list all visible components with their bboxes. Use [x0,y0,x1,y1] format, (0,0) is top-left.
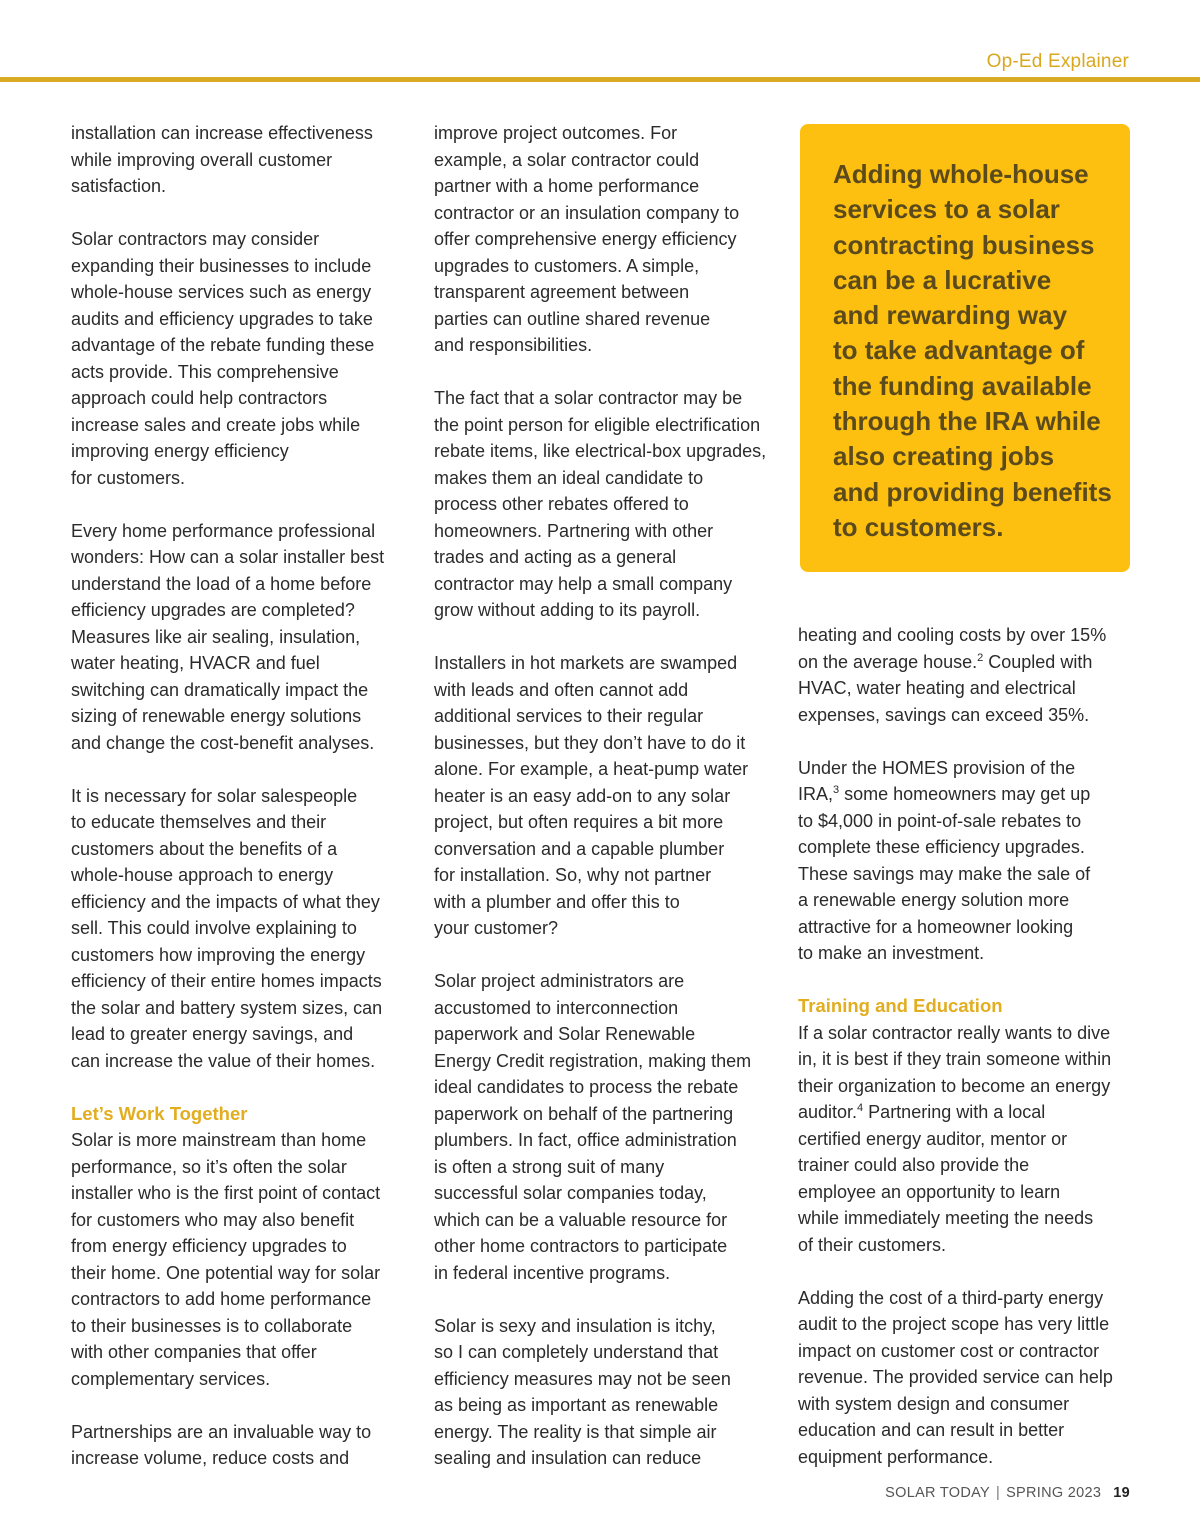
section-label: Op-Ed Explainer [986,51,1129,72]
paragraph [798,622,1143,728]
paragraph: It is necessary for solar salespeople to educate themselves and their customers about the benefits of a whole-house approach to energy efficiency and the impacts of what they sell. This could involve explaining to customers how improving the energy efficiency of their entire homes impacts the solar and battery system sizes, can lead to greater energy savings, and can increase the value of their homes. [71,785,383,1071]
text-run: some homeowners may get up to $4,000 in point-of-sale rebates to complete these efficiency upgrades. These savings may make the sale of a renewable energy solution more attractive for a homeowner looking to make an investment. [798,784,1091,963]
paragraph: Solar is more mainstream than home performance, so it’s often the solar installer who is the first point of contact for customers who may also benefit from energy efficiency upgrades to their home. One potential way for solar contractors to add home performance to their businesses is to collaborate with other companies that offer complementary services. [71,1130,381,1389]
issue-date: SPRING 2023 [1006,1485,1102,1501]
paragraph [798,1020,1143,1259]
publication-name: SOLAR TODAY [885,1485,990,1501]
page-number: 19 [1113,1485,1130,1501]
text-run: Partnering with a local certified energy auditor, mentor or trainer could also provide the employee an opportunity to learn while immediately meeting the needs of their customers. [798,1102,1094,1255]
paragraph: Solar contractors may consider expanding their businesses to include whole-house services such as energy audits and efficiency upgrades to take advantage of the rebate funding these acts provide. This comprehensive approach could help contractors increase sales and create jobs while improving energy efficiency for customers. [71,229,375,488]
paragraph: improve project outcomes. For example, a solar contractor could partner with a home performance contractor or an insulation company to offer comprehensive energy efficiency upgrades to customers. A simple, transparent agreement between parties can outline shared revenue and responsibilities. [434,123,740,355]
text-run: Under the HOMES provision of the IRA, [798,757,1076,804]
footnote-ref: 4 [857,1102,864,1114]
header-rule [0,77,1200,82]
text-run: Coupled with HVAC, water heating and electrical expenses, savings can exceed 35%. [798,651,1093,725]
pull-quote-text: Adding whole-house services to a solar contracting business can be a lucrative and rewarding way to take advantage of the funding available through the IRA while also creating jobs and providing benefits to customers. [833,159,1112,542]
page-footer [885,1485,1130,1501]
paragraph: Installers in hot markets are swamped with leads and often cannot add additional services to their regular businesses, but they don’t have to do it alone. For example, a heat-pump water heater is an easy add-on to any solar project, but often requires a bit more conversation and a capable plumber for installation. So, why not partner with a plumber and offer this to your customer? [434,653,749,938]
paragraph [798,755,1143,967]
paragraph: The fact that a solar contractor may be the point person for eligible electrification rebate items, like electrical-box upgrades, makes them an ideal candidate to process other rebates offered to homeowners. Partnering with other trades and acting as a general contractor may help a small company grow without adding to its payroll. [434,388,767,620]
pull-quote-callout [800,124,1130,572]
section-heading: Let’s Work Together [71,1102,248,1124]
footnote-ref: 2 [977,651,984,664]
column-3 [798,622,1143,1470]
column-1 [71,120,416,1472]
paragraph: Solar is sexy and insulation is itchy, so I can completely understand that efficiency measures may not be seen as being as important as renewable energy. The reality is that simple air sealing and insulation can reduce [434,1315,731,1468]
paragraph: Partnerships are an invaluable way to increase volume, reduce costs and [71,1421,372,1468]
column-2 [434,120,779,1472]
section-heading: Training and Education [798,995,1003,1016]
text-run: heating and cooling costs by over 15% on the average house. [798,625,1107,672]
text-run: If a solar contractor really wants to dive in, it is best if they train someone within their organization to become an energy auditor. [798,1022,1112,1122]
paragraph: Adding the cost of a third-party energy audit to the project scope has very little impact on customer cost or contractor revenue. The provided service can help with system design and consumer education and can result in better equipment performance. [798,1287,1113,1467]
paragraph: installation can increase effectiveness while improving overall customer satisfaction. [71,123,373,196]
paragraph: Solar project administrators are accustomed to interconnection paperwork and Solar Renewable Energy Credit registration, making them ideal candidates to process the rebate paperwork on behalf of the partnering plumbers. In fact, office administration is often a strong suit of many successful solar companies today, which can be a valuable resource for other home contractors to participate in federal incentive programs. [434,971,752,1283]
footer-separator: | [996,1485,1001,1501]
paragraph: Every home performance professional wonders: How can a solar installer best understand the load of a home before efficiency upgrades are completed? Measures like air sealing, insulation, water heating, HVACR and fuel switching can dramatically impact the sizing of renewable energy solutions and change the cost-benefit analyses. [71,520,385,753]
footnote-ref: 3 [833,784,840,796]
